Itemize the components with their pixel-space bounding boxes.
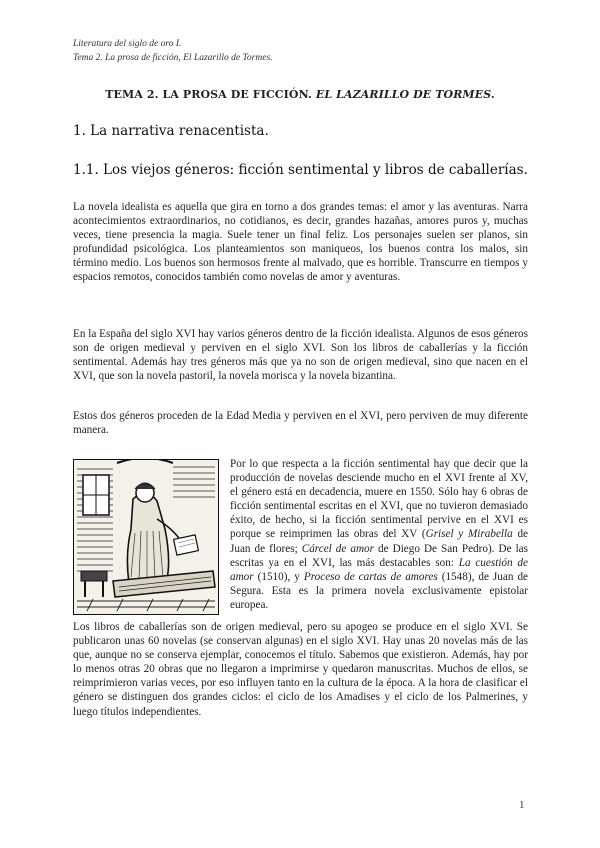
p4-text-c: de Diego De San Pedro). De las escritas ya en el XVI, las más destacables son:: [230, 542, 528, 569]
paragraph-ficcion-sentimental: [230, 457, 528, 612]
header-course: Literatura del siglo de oro I.: [73, 39, 182, 49]
paragraph-libros-caballerias: Los libros de caballerías son de origen medieval, pero su apogeo se produce en el siglo XVI. Se publicaron unas 60 novelas (se conservan algunas) en el siglo XVI. Hay unas 20 novelas más de las que, aunque no se conserva ejemplar, conocemos el título. Sabemos que existieron. Además, hay por lo menos otras 20 obras que no llegaron a imprimirse y quedaron manuscritas. Muchos de ellos, se reimprimieron varias veces, por eso influyen tanto en la cultura de la época. A la hora de clasificar el género se distinguen dos grandes ciclos: el ciclo de los Amadises y el ciclo de los Palmerines, y luego títulos independientes.: [73, 621, 528, 718]
title-la-cuestion-de-amor: La cuestión de amor: [230, 556, 528, 583]
title-italic: EL LAZARILLO DE TORMES.: [315, 88, 495, 101]
p4-text-e: (1548), de Juan de Segura. Esta es la primera novela exclusivamente epistolar europea.: [230, 570, 528, 611]
page-number: 1: [519, 799, 525, 811]
title-main: TEMA 2. LA PROSA DE FICCIÓN.: [105, 88, 312, 101]
paragraph-novela-idealista: La novela idealista es aquella que gira en torno a dos grandes temas: el amor y las aventuras. Narra acontecimientos extraordinarios, no cotidianos, es decir, grandes hazañas, amores puros y, muchas veces, tiene presencia la magia. Suele tener un final feliz. Los personajes suelen ser planos, sin profundidad psicológica. Los planteamientos son maniqueos, los buenos contra los malos, sin término medio. Los buenos son hermosos frente al malvado, que es horrible. Transcurre en tiempos y espacios remotos, conocidos también como novelas de amor y aventuras.: [73, 201, 528, 284]
p4-text-a: Por lo que respecta a la ficción sentimental hay que decir que la producción de novelas desciende mucho en el XVI frente al XV, el género está en decadencia, muere en 1550. Sólo hay 6 obras de ficción sentimental escritas en el XVI, que no tuvieron demasiado éxito, de hecho, si la ficción sentimental pervive en el XVI es porque se reimprimen las obras del XV (: [230, 458, 528, 541]
woodcut-illustration: [73, 459, 219, 615]
title-grisel-y-mirabella: Grisel y Mirabella: [425, 528, 513, 541]
paragraph-generos-espana: En la España del siglo XVI hay varios géneros dentro de la ficción idealista. Algunos de esos géneros son de origen medieval y perviven en el siglo XVI. Son los libros de caballerías y la ficción sentimental. Además hay tres géneros más que ya no son de origen medieval, sino que nacen en el XVI, que son la novela pastoril, la novela morisca y la novela bizantina.: [73, 328, 528, 383]
section-heading: 1. La narrativa renacentista.: [73, 123, 269, 139]
header-topic: Tema 2. La prosa de ficción, El Lazarillo de Tormes.: [73, 53, 273, 63]
document-title: [0, 88, 600, 101]
p4-text-b: de Juan de flores;: [230, 528, 529, 555]
title-proceso-de-cartas: Proceso de cartas de amores: [303, 570, 438, 583]
page-header: [73, 37, 273, 65]
p4-text-d: (1510), y: [253, 570, 304, 583]
paragraph-dos-generos: Estos dos géneros proceden de la Edad Media y perviven en el XVI, pero perviven de muy diferente manera.: [73, 410, 528, 437]
title-carcel-de-amor: Cárcel de amor: [301, 542, 374, 555]
subsection-heading: 1.1. Los viejos géneros: ficción sentimental y libros de caballerías.: [73, 162, 528, 178]
